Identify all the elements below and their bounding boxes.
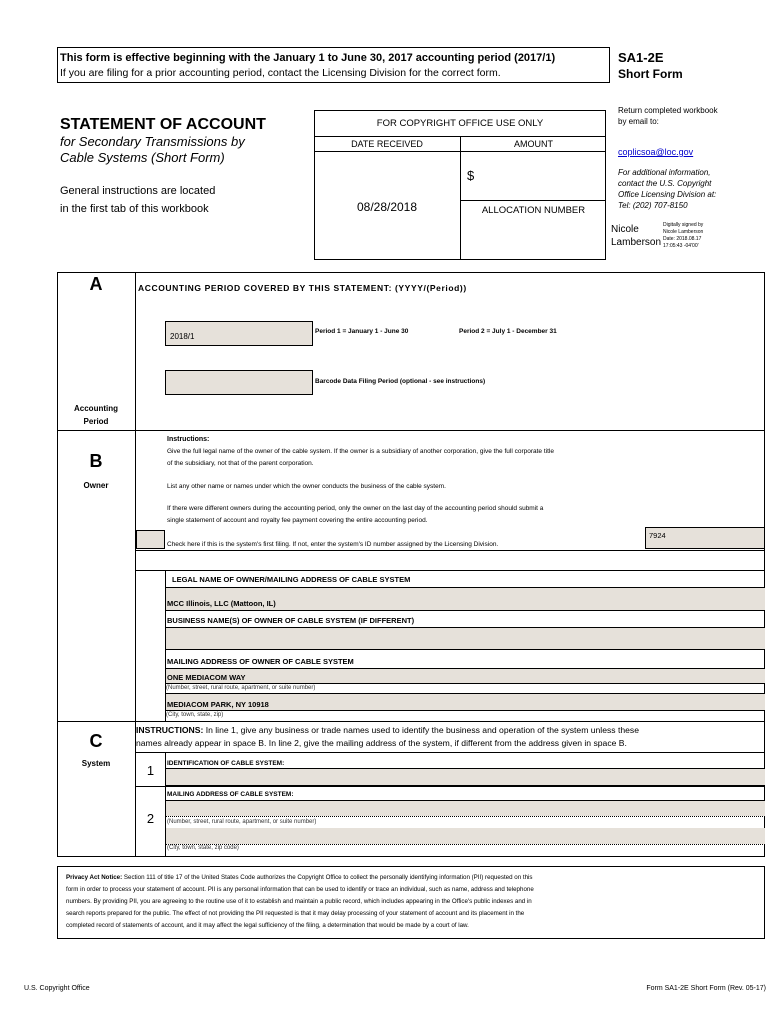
barcode-period-label: Barcode Data Filing Period (optional - see instructions)	[315, 378, 486, 385]
signature-detail-2: Nicole Lamberson	[663, 229, 704, 235]
section-b-rule-2	[136, 570, 765, 571]
barcode-period-input[interactable]	[165, 370, 313, 395]
owner-instruction-3a: If there were different owners during the accounting period, only the owner on the last day of the accounting period should submit a	[167, 505, 544, 512]
business-name-label: BUSINESS NAME(S) OF OWNER OF CABLE SYSTEM (IF DIFFERENT)	[167, 616, 415, 625]
legal-name-input[interactable]: MCC Illinois, LLC (Mattoon, IL)	[166, 587, 765, 611]
owner-street-input[interactable]: ONE MEDIACOM WAY	[166, 668, 765, 684]
section-c-label: System	[81, 759, 111, 768]
system-street-hint: (Number, street, rural route, apartment, or suite number)	[167, 819, 317, 825]
owner-instructions-title: Instructions:	[167, 436, 210, 443]
owner-instruction-3b: single statement of account and royalty fee payment covering the entire accounting period.	[167, 517, 428, 524]
prior-period-notice: If you are filing for a prior accounting period, contact the Licensing Division for the correct form.	[60, 67, 501, 79]
system-city-hint: (City, town, state, zip code)	[167, 845, 239, 851]
section-b-letter: B	[89, 451, 103, 471]
privacy-line-1	[66, 874, 533, 881]
date-received-value: 08/28/2018	[356, 200, 418, 214]
section-a-label-2: Period	[83, 417, 109, 426]
system-id-input[interactable]: 7924	[645, 527, 765, 549]
section-a-label-1: Accounting	[74, 404, 118, 413]
additional-info-2: contact the U.S. Copyright	[618, 179, 712, 188]
signature-last-name: Lamberson	[611, 237, 662, 248]
additional-info-4: Tel: (202) 707-8150	[618, 201, 688, 210]
signature-detail-1: Digitally signed by	[663, 222, 704, 228]
legal-name-label: LEGAL NAME OF OWNER/MAILING ADDRESS OF CABLE SYSTEM	[172, 575, 411, 584]
form-type: Short Form	[618, 67, 683, 81]
owner-instruction-2: List any other name or names under which the owner conducts the business of the cable system.	[167, 483, 446, 490]
line-1-number: 1	[146, 763, 155, 778]
signature-detail-4: 17:05:43 -04'00'	[663, 243, 699, 249]
allocation-divider	[460, 200, 606, 201]
street-dotted-line	[166, 816, 765, 817]
system-instructions-text-1: In line 1, give any business or trade names used to identify the business and operation of the system unless these	[203, 725, 640, 735]
office-use-header: FOR COPYRIGHT OFFICE USE ONLY	[376, 118, 544, 129]
section-b-bottom	[57, 721, 765, 722]
business-name-input[interactable]	[166, 627, 765, 650]
page-subtitle-1: for Secondary Transmissions by	[60, 134, 245, 149]
owner-mailing-label: MAILING ADDRESS OF OWNER OF CABLE SYSTEM	[167, 657, 354, 666]
page-title: STATEMENT OF ACCOUNT	[60, 116, 266, 133]
owner-street-hint: (Number, street, rural route, apartment, or suite number)	[166, 685, 316, 691]
period-1-note: Period 1 = January 1 - June 30	[315, 328, 409, 335]
section-a-bottom	[57, 430, 765, 431]
section-c-letter: C	[89, 731, 103, 751]
owner-city-hint: (City, town, state, zip)	[166, 712, 224, 718]
additional-info-1: For additional information,	[618, 168, 711, 177]
privacy-line-2: form in order to process your statement of account. PII is any personal information that can be used to identify or trace an individual, such as name, address and telephone	[66, 886, 534, 893]
form-code: SA1-2E	[618, 50, 664, 65]
owner-city-input[interactable]: MEDIACOM PARK, NY 10918	[166, 693, 765, 711]
first-filing-checkbox[interactable]	[136, 530, 165, 549]
privacy-line-3: numbers. By providing PII, you are agreeing to the routine use of it to establish and maintain a public record, which includes appearing in the Office's public indexes and in	[66, 898, 532, 905]
owner-instruction-1b: of the subsidiary, not that of the parent corporation.	[167, 460, 314, 467]
privacy-title: Privacy Act Notice:	[66, 874, 123, 881]
city-dotted-line	[166, 844, 765, 845]
general-instructions-2: in the first tab of this workbook	[60, 203, 209, 215]
page-subtitle-2: Cable Systems (Short Form)	[60, 150, 225, 165]
footer-left: U.S. Copyright Office	[24, 985, 90, 992]
accounting-period-input[interactable]: 2018/1	[165, 321, 313, 346]
system-instructions-line-1	[136, 725, 639, 735]
system-instructions-line-2: names already appear in space B. In line 2, give the mailing address of the system, if different from the address given in space B.	[136, 738, 627, 748]
section-a-letter: A	[89, 274, 103, 294]
signature-first-name: Nicole	[611, 224, 639, 235]
signature-detail-3: Date: 2018.08.17	[663, 236, 702, 242]
identification-input[interactable]	[166, 768, 765, 786]
section-b-rule-1	[136, 550, 765, 551]
privacy-line-4: search reports prepared for the public. The effect of not providing the PII requested is that it may delay processing of your statement of account and its placement in the	[66, 910, 525, 917]
line-2-number: 2	[146, 811, 155, 826]
return-info-2: by email to:	[618, 117, 659, 126]
general-instructions-1: General instructions are located	[60, 185, 216, 197]
amount-label: AMOUNT	[514, 139, 553, 149]
effective-notice: This form is effective beginning with the January 1 to June 30, 2017 accounting period (2017/1)	[60, 52, 556, 64]
return-email-link[interactable]: coplicsoa@loc.gov	[618, 147, 694, 157]
privacy-line-5: completed record of statements of account, and it may affect the legal sufficiency of the filing, a determination that would be made by a court of law.	[66, 922, 469, 929]
first-filing-label: Check here if this is the system's first filing. If not, enter the system's ID number assigned by the Licensing Division.	[167, 541, 499, 548]
system-mailing-label: MAILING ADDRESS OF CABLE SYSTEM:	[167, 791, 294, 798]
system-city-input[interactable]	[166, 828, 765, 844]
footer-right: Form SA1-2E Short Form (Rev. 05-17)	[646, 985, 766, 992]
system-instructions-title: INSTRUCTIONS:	[136, 725, 204, 735]
section-c-rule-1	[136, 752, 765, 753]
accounting-period-heading: ACCOUNTING PERIOD COVERED BY THIS STATEMENT: (YYYY/(Period))	[138, 283, 467, 293]
owner-instruction-1a: Give the full legal name of the owner of the cable system. If the owner is a subsidiary of another corporation, give the full corporate title	[167, 448, 554, 455]
amount-value: $	[467, 168, 475, 183]
return-info-1: Return completed workbook	[618, 106, 718, 115]
allocation-number-label: ALLOCATION NUMBER	[481, 205, 586, 216]
office-vdivider	[460, 136, 461, 260]
identification-label: IDENTIFICATION OF CABLE SYSTEM:	[167, 760, 285, 767]
additional-info-3: Office Licensing Division at:	[618, 190, 717, 199]
period-2-note: Period 2 = July 1 - December 31	[459, 328, 557, 335]
date-received-label: DATE RECEIVED	[351, 139, 423, 149]
section-b-label: Owner	[83, 481, 109, 490]
privacy-text-1: Section 111 of title 17 of the United States Code authorizes the Copyright Office to collect the personally identifying information (PII) requested on this	[122, 874, 533, 881]
section-c-rule-2	[136, 786, 765, 787]
system-street-input[interactable]	[166, 800, 765, 816]
